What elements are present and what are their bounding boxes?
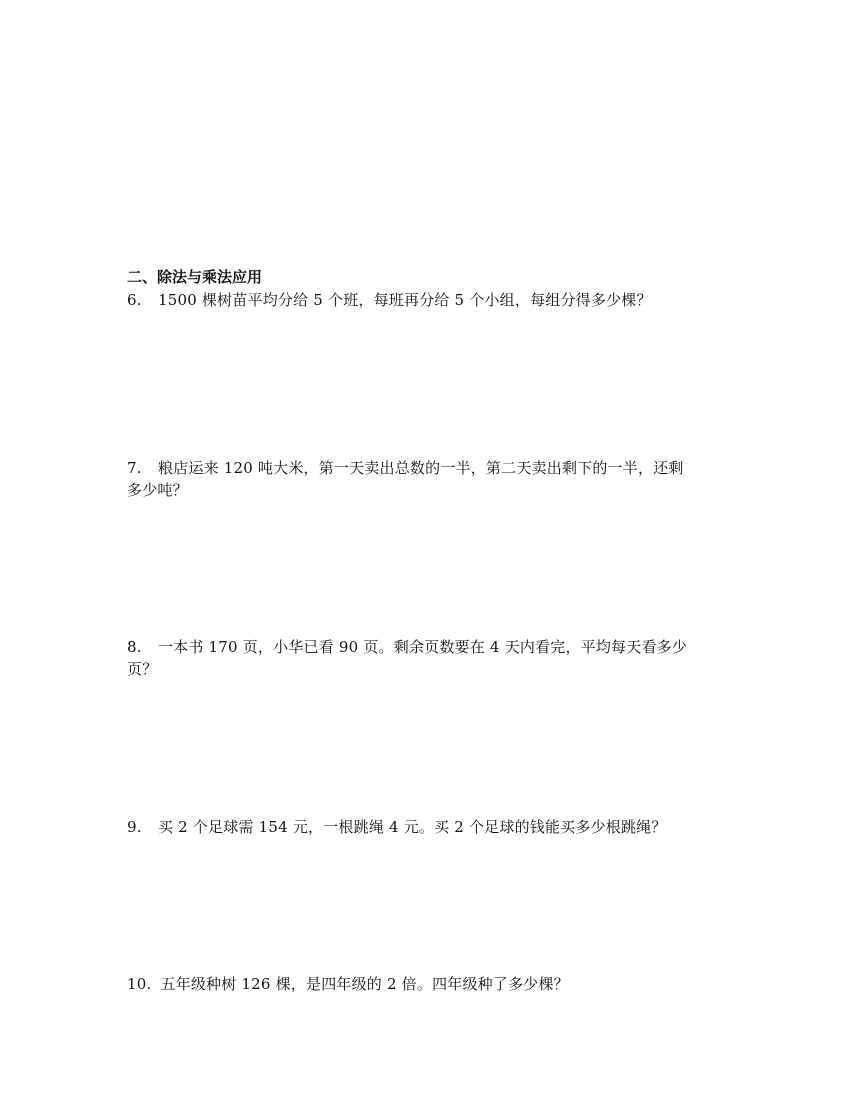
question-line [127,289,737,311]
question-number: 10. [127,975,152,993]
question-line-continued: 多少吨？ [127,481,188,499]
question-7 [127,457,737,501]
question-number: 8. [127,638,142,656]
question-text: 1500 棵树苗平均分给 5 个班，每班再分给 5 个小组，每组分得多少棵？ [157,291,652,309]
question-text: 粮店运来 120 吨大米，第一天卖出总数的一半，第二天卖出剩下的一半，还剩 [157,459,684,477]
question-10 [127,973,737,995]
question-6 [127,289,737,311]
question-text: 买 2 个足球需 154 元，一根跳绳 4 元。买 2 个足球的钱能买多少根跳绳？ [157,818,667,836]
question-8 [127,636,737,680]
question-line [127,973,737,995]
question-line [127,816,737,838]
question-number: 9. [127,818,142,836]
question-line [127,636,737,658]
section-heading: 二、除法与乘法应用 [127,268,263,286]
question-line-continued: 页？ [127,660,158,678]
question-line [127,457,737,479]
question-text: 一本书 170 页，小华已看 90 页。剩余页数要在 4 天内看完，平均每天看多少 [157,638,688,656]
question-text: 五年级种树 126 棵，是四年级的 2 倍。四年级种了多少棵？ [160,975,569,993]
question-9 [127,816,737,838]
question-number: 7. [127,459,142,477]
question-number: 6. [127,291,142,309]
